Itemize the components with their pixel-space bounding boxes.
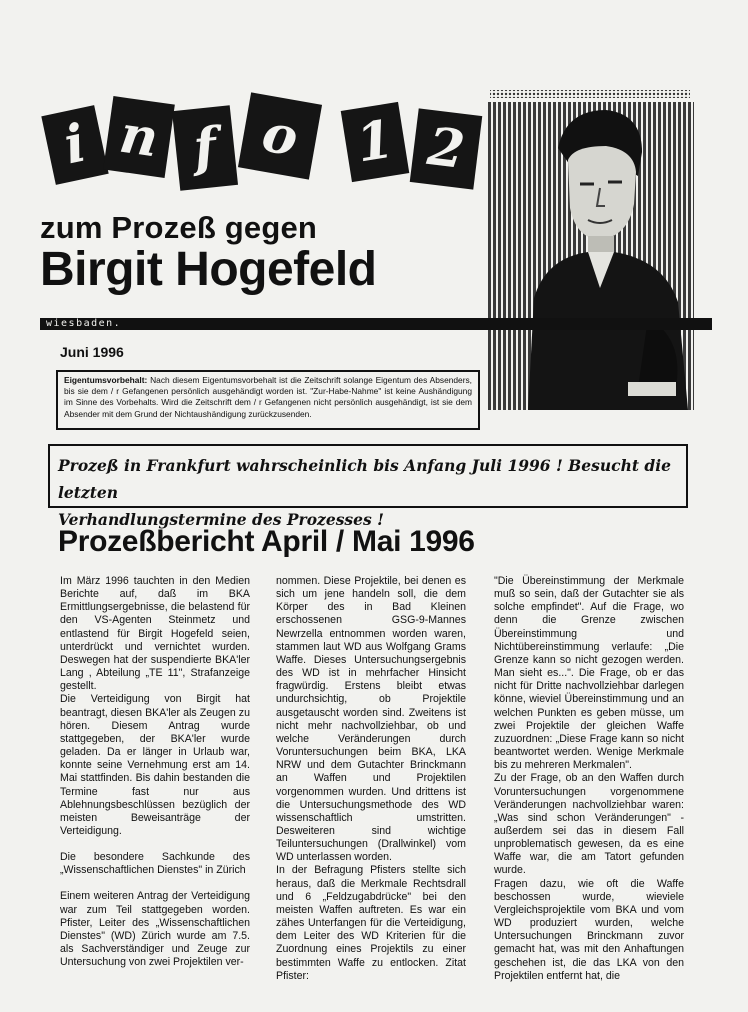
masthead-city: wiesbaden. (46, 318, 122, 329)
masthead-name: Birgit Hogefeld (40, 243, 377, 296)
logo-letter: o (257, 102, 303, 169)
logo-letter: f (190, 116, 220, 180)
paragraph: Die Verteidigung von Birgit hat beantragt, diesen BKA'ler als Zeugen zu hören. Diesem Antrag wurde stattgegeben, der BKA'ler wurde geladen. Da er länger in Urlaub war, konnte seine Vernehmung erst am 14. Mai stattfinden. Bis dahin bestanden die Termine fast nur aus Ablehnungsbeschlüssen bezüglich der meisten Beweisanträge der Verteidigung. (60, 693, 250, 837)
masthead-bar (40, 318, 712, 330)
paragraph: In der Befragung Pfisters stellte sich heraus, daß die Merkmale Rechtsdrall und 6 „Feldzugabdrücke" bei den meisten Waffen auftreten. Es war ein zähes Unterfangen für die Verteidigung, dem Leiter des WD Kriterien für die Zuordnung eines Projektils zu einer bestimmten Waffe zu entlocken. Zitat Pfister: (276, 864, 466, 982)
logo-tile-n (103, 96, 175, 178)
article-column-3 (494, 575, 684, 996)
logo-tile-1 (341, 102, 410, 182)
paragraph: nommen. Diese Projektile, bei denen es sich um jene handeln soll, die dem Körper des in Bad Kleinen erschossenen GSG-9-Mannes Newrzella entnommen worden waren, stammen laut WD aus Wolfgang Grams Waffe. Dieses Untersuchungsergebnis des WD ist in mehrfacher Hinsicht fragwürdig. Erstens bleibt etwas undurchsichtig, ob Projektile ausgetauscht worden sind. Zweitens ist nicht mehr nachvollziehbar, ob und welche Veränderungen durch Voruntersuchungen beim BKA, LKA NRW und dem Gutachter Brinckmann an Waffen und Projektilen vorgenommen wurden. Und drittens ist die Untersuchungsmethode des WD wissenschaftlich umstritten. Desweiteren sind wichtige Teiluntersuchungen (Drallwinkel) vom WD unterlassen worden. (276, 575, 466, 864)
logo-tile-f (172, 105, 238, 191)
logo-tile-2 (410, 108, 483, 189)
logo-tile-i (41, 105, 108, 185)
disclaimer-label: Eigentumsvorbehalt: (64, 375, 148, 385)
article-headline: Prozeßbericht April / Mai 1996 (58, 525, 475, 558)
announcement-banner (48, 444, 688, 529)
paragraph: Fragen dazu, wie oft die Waffe beschossen wurde, wieviele Vergleichsprojektile vom BKA und vom WD produziert wurden, welche Untersuchungen Brinckmann zuvor gemacht hat, was mit den Anhaftungen geschehen ist, die das LKA von den Projektilen entfernt hat, die (494, 877, 684, 982)
disclaimer-text: Nach diesem Eigentumsvorbehalt ist die Zeitschrift solange Eigentum des Absenders, bis sie dem / r Gefangenen persönlich ausgehändigt worden ist. "Zur-Habe-Nahme" ist keine Aushändigung im Sinne des Vorbehalts. Wird die Zeitschrift dem / r Gefangenen nicht persönlich ausgehändigt, ist sie dem Absender mit dem Grund der Nichtaushändigung zurückzusenden. (64, 375, 472, 419)
logo-letter: i (58, 112, 91, 177)
masthead-logo (44, 96, 484, 196)
paragraph: Im März 1996 tauchten in den Medien Berichte auf, daß im BKA Ermittlungsergebnisse, die belastend für den VS-Agenten Steinmetz und entlastend für Birgit Hogefeld seien, unterdrückt und vernichtet wurden. Deswegen hat der suspendierte BKA'ler Lang , Abteilung „TE 11", Strafanzeige gestellt. (60, 575, 250, 693)
ownership-disclaimer (56, 370, 480, 430)
logo-letter: 2 (424, 116, 468, 181)
article-column-1 (60, 575, 250, 982)
banner-line-2: Verhandlungstermine des Prozesses ! (58, 510, 384, 529)
logo-letter: n (116, 103, 163, 170)
logo-tile-o (238, 92, 322, 179)
portrait-photo (488, 88, 694, 410)
paragraph: Die besondere Sachkunde des „Wissenschaftlichen Dienstes" in Zürich (60, 851, 250, 877)
logo-letter: 1 (352, 108, 398, 175)
article-column-2 (276, 575, 466, 996)
paragraph: "Die Übereinstimmung der Merkmale muß so sein, daß der Gutachter sie als solche empfindet". Auf die Frage, wo denn die Grenze zwischen Übereinstimmung und Nichtübereinstimmung verlaufe: „Die Grenze kann so nicht gezogen werden. Man sieht es...". Die Frage, ob er das nicht für Dritte nachvollziehbar darlegen könne, wieviel Übereinstimmung und an welchen Punkten es geben müsse, um zwei Projektile der gleichen Waffe zuzuordnen: „Diese Frage kann so nicht beantwortet werden. Wenige Merkmale bis zu mehreren Merkmalen". (494, 575, 684, 772)
paragraph: Einem weiteren Antrag der Verteidigung war zum Teil stattgegeben worden. Pfister, Leiter des „Wissenschaftlichen Dienstes" (WD) Zürich wurde am 7.5. als Sachverständiger und Zeuge zur Untersuchung von zwei Projektilen ver- (60, 890, 250, 969)
masthead-subtitle: zum Prozeß gegen (40, 210, 318, 245)
paragraph: Zu der Frage, ob an den Waffen durch Voruntersuchungen vorgenommene Veränderungen nachvollziehbar waren: „Was sind schon Veränderungen" - außerdem sei das in diesem Fall unproblematisch gewesen, da es eine Waffe war, die am Tatort gefunden wurde. (494, 772, 684, 877)
banner-line-1: Prozeß in Frankfurt wahrscheinlich bis Anfang Juli 1996 ! Besucht die letzten (58, 456, 671, 502)
issue-date: Juni 1996 (60, 344, 124, 360)
